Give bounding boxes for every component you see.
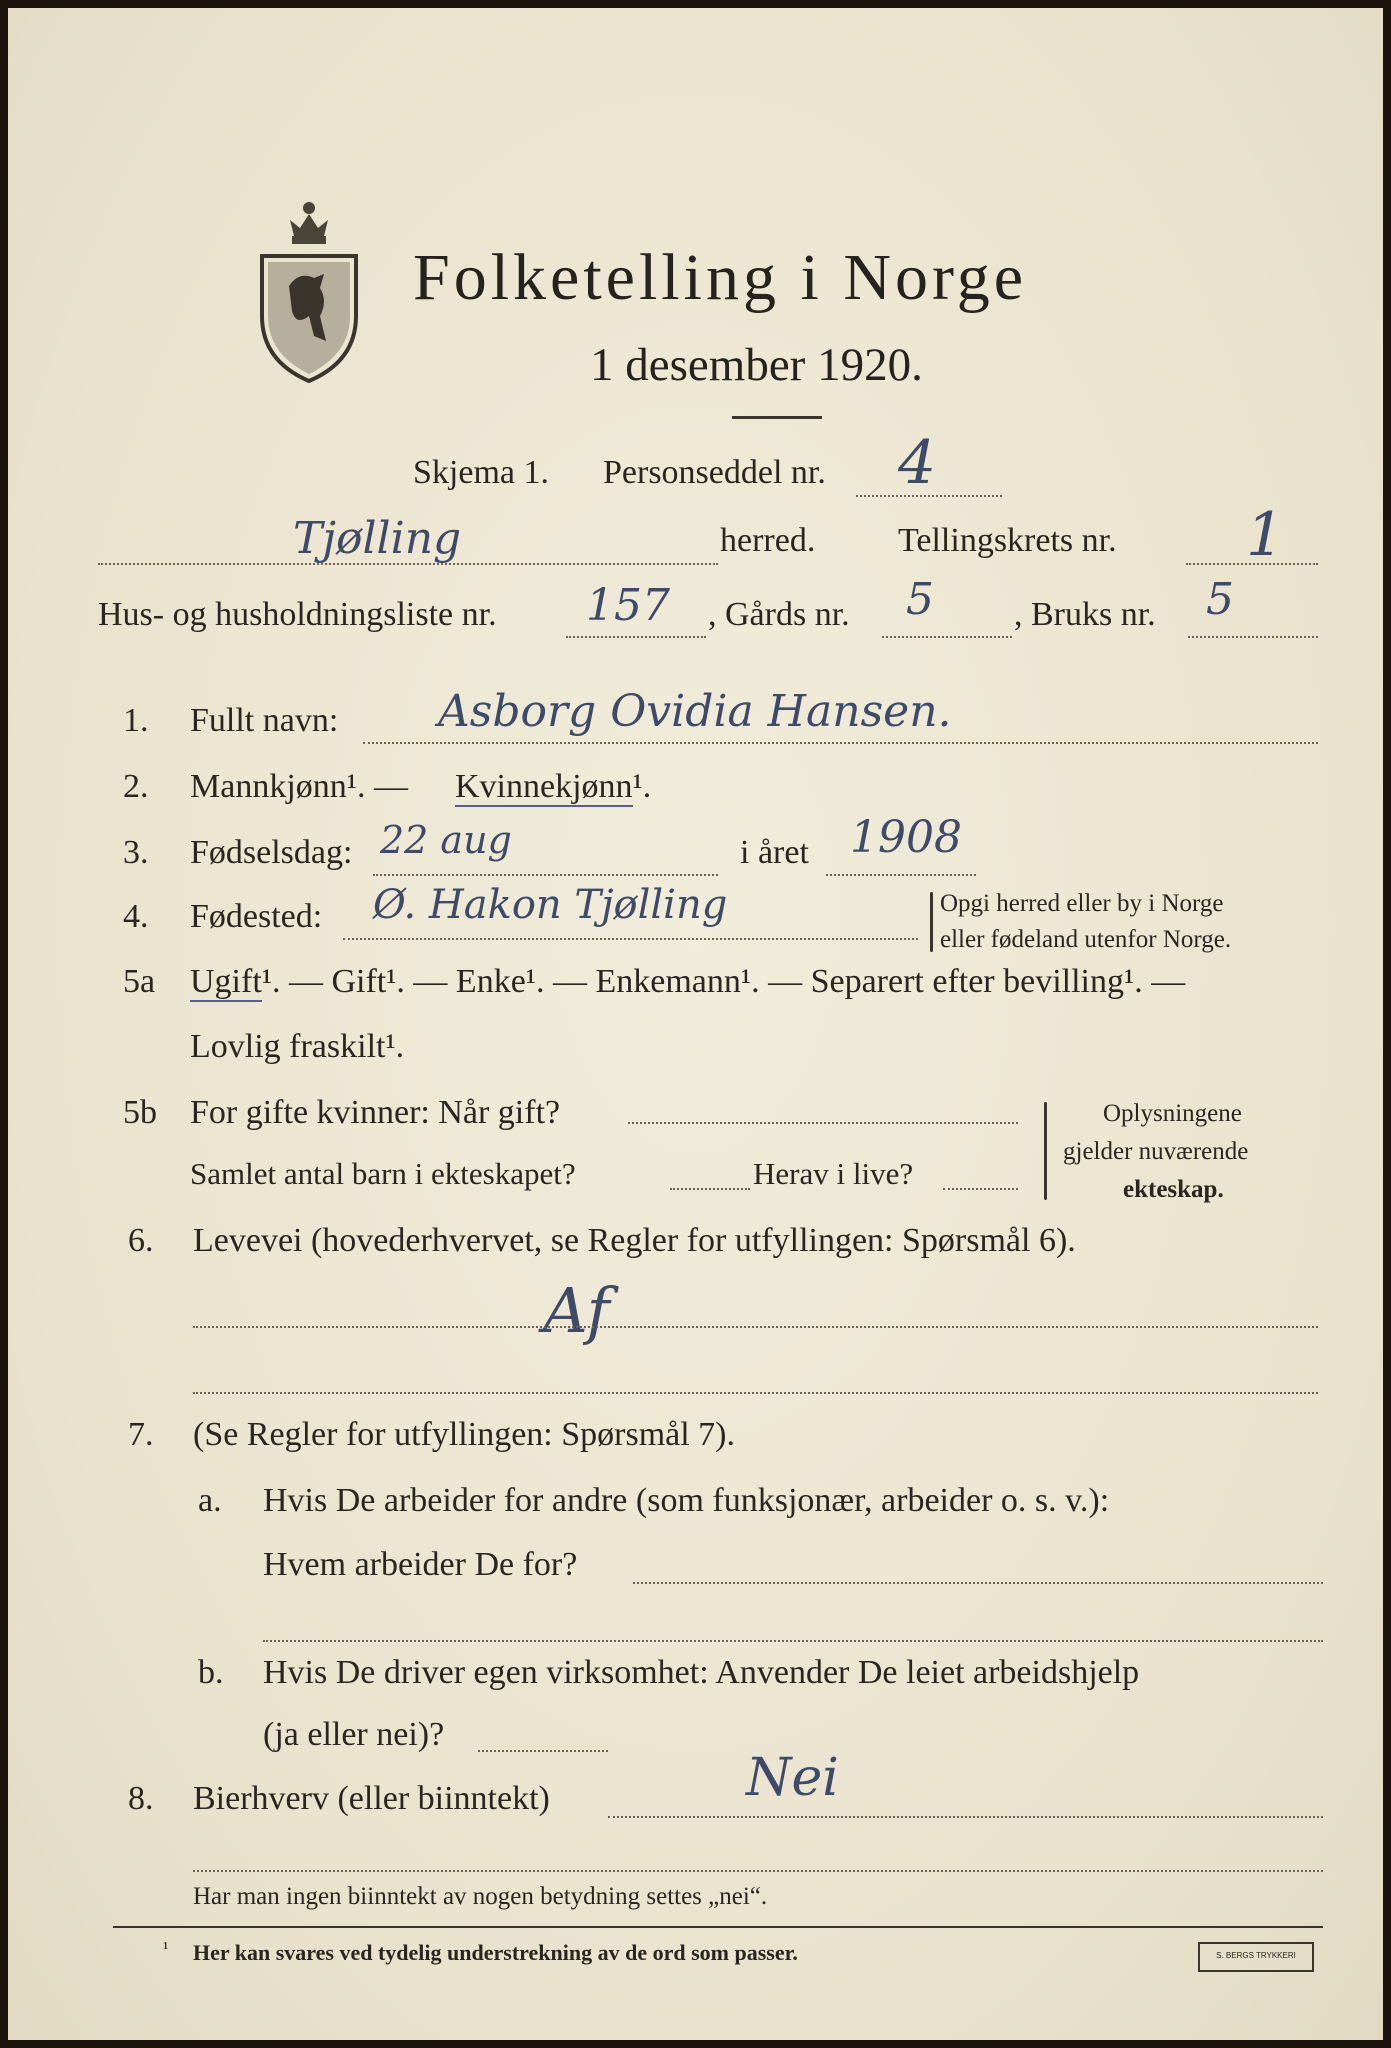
bruks-label: , Bruks nr. [1014, 596, 1156, 633]
birthday-value[interactable]: 22 aug [380, 818, 512, 862]
q5b-brace [1044, 1102, 1047, 1200]
tellingskrets-label: Tellingskrets nr. [898, 522, 1117, 559]
q1-line [363, 742, 1318, 744]
birthplace-value[interactable]: Ø. Hakon Tjølling [373, 882, 728, 928]
q3-number: 3. [123, 834, 149, 871]
herred-value[interactable]: Tjølling [293, 513, 462, 564]
q5b-label: For gifte kvinner: Når gift? [190, 1094, 561, 1131]
kvinnekjonn-option[interactable] [455, 768, 651, 806]
q2-number: 2. [123, 768, 149, 805]
q7-number: 7. [128, 1416, 154, 1453]
q7b-line [478, 1750, 608, 1752]
q5b-note-line3: ekteskap. [1123, 1176, 1224, 1203]
coat-of-arms-icon [254, 176, 364, 386]
q1-number: 1. [123, 702, 149, 739]
q7b-label: Hvis De driver egen virksomhet: Anvender De leiet arbeidshjelp [263, 1654, 1140, 1691]
q5b-herav-line [943, 1188, 1018, 1190]
q7a-employer-label: Hvem arbeider De for? [263, 1546, 578, 1583]
q3-year-line [826, 874, 976, 876]
form-title: Folketelling i Norge [413, 241, 1028, 314]
q5b-note-line1: Oplysningene [1103, 1100, 1242, 1127]
civil-status-options[interactable] [190, 963, 1185, 1001]
gards-value[interactable]: 5 [906, 574, 934, 625]
tellingskrets-value[interactable]: 1 [1246, 500, 1285, 570]
q6-label: Levevei (hovederhvervet, se Regler for utfyllingen: Spørsmål 6). [193, 1222, 1076, 1259]
q6-line1 [193, 1326, 1318, 1328]
title-divider [732, 416, 822, 419]
census-form [8, 8, 1383, 2040]
q5b-herav-label: Herav i live? [753, 1156, 914, 1191]
q3-day-line [373, 874, 718, 876]
printer-stamp [1198, 1942, 1314, 1972]
q3-year-label: i året [740, 834, 809, 871]
bruks-value[interactable]: 5 [1206, 574, 1234, 625]
printer-stamp-text: S. BERGS TRYKKERI [1216, 1951, 1296, 1960]
q5b-note-line2: gjelder nuværende [1063, 1138, 1249, 1165]
q3-label: Fødselsdag: [190, 834, 353, 871]
q7a-letter: a. [198, 1482, 222, 1519]
kvinnekjonn-text: Kvinnekjønn [455, 768, 633, 805]
mannkjonn-option[interactable]: Mannkjønn¹. — [190, 768, 408, 805]
husliste-line [566, 636, 706, 638]
q4-brace [930, 892, 933, 952]
q1-label: Fullt navn: [190, 702, 339, 739]
footnote-text: Her kan svares ved tydelig understrekning av de ord som passer. [193, 1940, 798, 1965]
skjema-label: Skjema 1. [413, 454, 549, 491]
q8-line2 [193, 1870, 1323, 1872]
q8-label: Bierhverv (eller biinntekt) [193, 1780, 550, 1817]
husliste-value[interactable]: 157 [586, 580, 670, 631]
birth-year-value[interactable]: 1908 [850, 812, 962, 863]
occupation-value[interactable]: Af [543, 1274, 610, 1347]
q4-note-line2: eller fødeland utenfor Norge. [940, 926, 1232, 953]
q4-line [343, 938, 918, 940]
lovlig-fraskilt-option[interactable]: Lovlig fraskilt¹. [190, 1028, 405, 1065]
side-income-value[interactable]: Nei [746, 1748, 839, 1808]
q4-label: Fødested: [190, 898, 323, 935]
q5a-number: 5a [123, 963, 156, 1000]
q7a-line2 [263, 1640, 1323, 1642]
q7-label: (Se Regler for utfyllingen: Spørsmål 7). [193, 1416, 736, 1453]
gards-label: , Gårds nr. [708, 596, 850, 633]
footnote-mark: ¹ [163, 1938, 169, 1958]
husliste-label: Hus- og husholdningsliste nr. [98, 596, 497, 633]
personseddel-value[interactable]: 4 [898, 428, 937, 498]
full-name-value[interactable]: Asborg Ovidia Hansen. [438, 686, 952, 737]
ugift-option[interactable]: Ugift [190, 963, 262, 1000]
q4-number: 4. [123, 898, 149, 935]
q6-line2 [193, 1392, 1318, 1394]
q5b-number: 5b [123, 1094, 157, 1131]
q8-number: 8. [128, 1780, 154, 1817]
footer-rule [113, 1926, 1323, 1928]
no-income-note: Har man ingen biinntekt av nogen betydning settes „nei“. [193, 1883, 768, 1910]
q5b-married-line [628, 1122, 1018, 1124]
q7a-line1 [633, 1582, 1323, 1584]
q6-number: 6. [128, 1222, 154, 1259]
q5b-children-label: Samlet antal barn i ekteskapet? [190, 1156, 576, 1191]
kvinnekjonn-sup: ¹. [632, 768, 652, 805]
q7a-label: Hvis De arbeider for andre (som funksjonær, arbeider o. s. v.): [263, 1482, 1110, 1519]
census-date: 1 desember 1920. [590, 339, 923, 391]
bruks-line [1188, 636, 1318, 638]
herred-label: herred. [720, 522, 816, 559]
personseddel-label: Personseddel nr. [603, 454, 826, 491]
q7b-ja-nei-label: (ja eller nei)? [263, 1716, 445, 1753]
q4-note-line1: Opgi herred eller by i Norge [940, 890, 1224, 917]
q5b-children-line [670, 1188, 750, 1190]
q7b-letter: b. [198, 1654, 224, 1691]
q8-line1 [608, 1816, 1323, 1818]
other-status-options: ¹. — Gift¹. — Enke¹. — Enkemann¹. — Separert efter bevilling¹. — [261, 963, 1186, 1000]
gards-line [882, 636, 1012, 638]
